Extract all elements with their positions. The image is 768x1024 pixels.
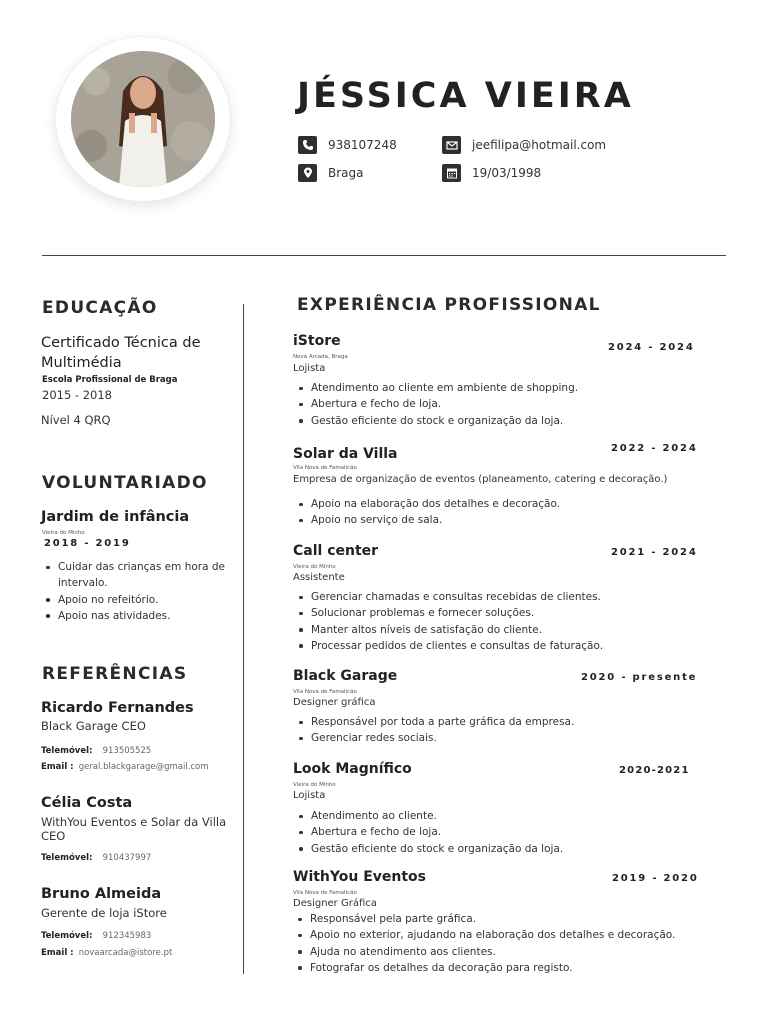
job-bullets <box>293 911 675 976</box>
list-item: Manter altos níveis de satisfação do cliente. <box>294 622 603 638</box>
list-item: Cuidar das crianças em hora de <box>41 559 241 575</box>
reference-email: Email : novaarcada@istore.pt <box>41 948 173 958</box>
contact-birthdate <box>442 164 541 182</box>
job-location: Vila Nova de Famalicão <box>293 689 357 695</box>
education-course-line1: Certificado Técnica de <box>41 335 201 351</box>
list-item: Solucionar problemas e fornecer soluções. <box>294 605 603 621</box>
reference-phone: Telemóvel: 910437997 <box>41 853 152 863</box>
reference-role: Gerente de loja iStore <box>41 906 167 920</box>
contact-location <box>298 164 364 182</box>
list-item: Gestão eficiente do stock e organização da loja. <box>294 841 563 857</box>
profile-photo <box>71 51 215 187</box>
location-icon <box>298 164 317 182</box>
job-role: Lojista <box>293 790 326 801</box>
job-dates: 2022 - 2024 <box>611 443 698 454</box>
volunteer-place: Jardim de infância <box>41 509 190 525</box>
job-dates: 2024 - 2024 <box>608 342 695 353</box>
experience-title: EXPERIÊNCIA PROFISSIONAL <box>297 295 601 315</box>
job-dates: 2020 - presente <box>581 672 698 683</box>
list-item: Apoio no serviço de sala. <box>294 512 560 528</box>
job-location: Vila Nova de Famalicão <box>293 465 357 471</box>
education-title: EDUCAÇÃO <box>42 298 158 318</box>
job-bullets <box>294 496 560 529</box>
job-location: Vieira do Minho <box>293 782 336 788</box>
list-item: Responsável por toda a parte gráfica da empresa. <box>294 714 574 730</box>
list-item: Apoio nas atividades. <box>41 608 241 624</box>
job-role: Designer gráfica <box>293 697 376 708</box>
job-role: Assistente <box>293 572 345 583</box>
reference-phone: Telemóvel: 912345983 <box>41 931 152 941</box>
reference-role: Black Garage CEO <box>41 719 146 733</box>
phone-text: 938107248 <box>328 138 397 152</box>
list-item: Responsável pela parte gráfica. <box>293 911 675 927</box>
job-role: Empresa de organização de eventos (planeamento, catering e decoração.) <box>293 474 668 485</box>
contact-email <box>442 136 606 154</box>
job-dates: 2020-2021 <box>619 765 690 776</box>
job-dates: 2021 - 2024 <box>611 547 698 558</box>
list-item: Abertura e fecho de loja. <box>294 824 563 840</box>
list-item: Apoio no exterior, ajudando na elaboração dos detalhes e decoração. <box>293 927 675 943</box>
reference-name: Ricardo Fernandes <box>41 700 194 716</box>
candidate-name: JÉSSICA VIEIRA <box>297 76 634 116</box>
job-company: Black Garage <box>293 668 398 684</box>
list-item: Gerenciar redes sociais. <box>294 730 574 746</box>
reference-email: Email : geral.blackgarage@gmail.com <box>41 762 209 772</box>
job-location: Nova Arcada, Braga <box>293 354 348 360</box>
reference-name: Bruno Almeida <box>41 886 162 902</box>
education-course-line2: Multimédia <box>41 355 122 371</box>
reference-phone: Telemóvel: 913505525 <box>41 746 152 756</box>
job-bullets <box>294 714 574 747</box>
list-item: Atendimento ao cliente. <box>294 808 563 824</box>
reference-role-line1: WithYou Eventos e Solar da Villa <box>41 815 227 829</box>
job-role: Lojista <box>293 363 326 374</box>
job-bullets <box>294 808 563 857</box>
column-divider <box>243 304 244 974</box>
city-text: Braga <box>328 166 364 180</box>
job-company: WithYou Eventos <box>293 869 427 885</box>
volunteer-title: VOLUNTARIADO <box>42 473 208 493</box>
job-bullets <box>294 380 578 429</box>
job-location: Vieira do Minho <box>293 564 336 570</box>
contact-phone <box>298 136 397 154</box>
job-role: Designer Gráfica <box>293 898 377 909</box>
reference-name: Célia Costa <box>41 795 133 811</box>
list-item: Gerenciar chamadas e consultas recebidas de clientes. <box>294 589 603 605</box>
mail-icon <box>442 136 461 154</box>
list-item: Ajuda no atendimento aos clientes. <box>293 944 675 960</box>
list-item: Gestão eficiente do stock e organização da loja. <box>294 413 578 429</box>
birthdate-text: 19/03/1998 <box>472 166 542 180</box>
list-item-continuation: intervalo. <box>58 577 108 590</box>
job-company: Call center <box>293 543 379 559</box>
volunteer-location: Vieira do Minho <box>42 530 85 536</box>
volunteer-bullets <box>41 559 241 624</box>
job-dates: 2019 - 2020 <box>612 873 699 884</box>
header-divider <box>42 255 726 256</box>
calendar-icon <box>442 164 461 182</box>
list-item: Apoio no refeitório. <box>41 592 241 608</box>
list-item: Processar pedidos de clientes e consultas de faturação. <box>294 638 603 654</box>
phone-icon <box>298 136 317 154</box>
job-location: Vila Nova de Famalicão <box>293 890 357 896</box>
list-item: Atendimento ao cliente em ambiente de shopping. <box>294 380 578 396</box>
job-company: Look Magnífico <box>293 761 412 777</box>
list-item: Abertura e fecho de loja. <box>294 396 578 412</box>
education-years: 2015 - 2018 <box>42 388 112 402</box>
list-item: Apoio na elaboração dos detalhes e decoração. <box>294 496 560 512</box>
job-company: iStore <box>293 333 341 349</box>
reference-role-line2: CEO <box>41 829 66 843</box>
job-bullets <box>294 589 603 654</box>
education-level: Nível 4 QRQ <box>41 413 111 427</box>
volunteer-years: 2018 - 2019 <box>44 538 131 549</box>
list-item: Fotografar os detalhes da decoração para registo. <box>293 960 675 976</box>
job-company: Solar da Villa <box>293 446 398 462</box>
references-title: REFERÊNCIAS <box>42 664 188 684</box>
email-text: jeefilipa@hotmail.com <box>472 138 607 152</box>
education-school: Escola Profissional de Braga <box>42 375 178 385</box>
